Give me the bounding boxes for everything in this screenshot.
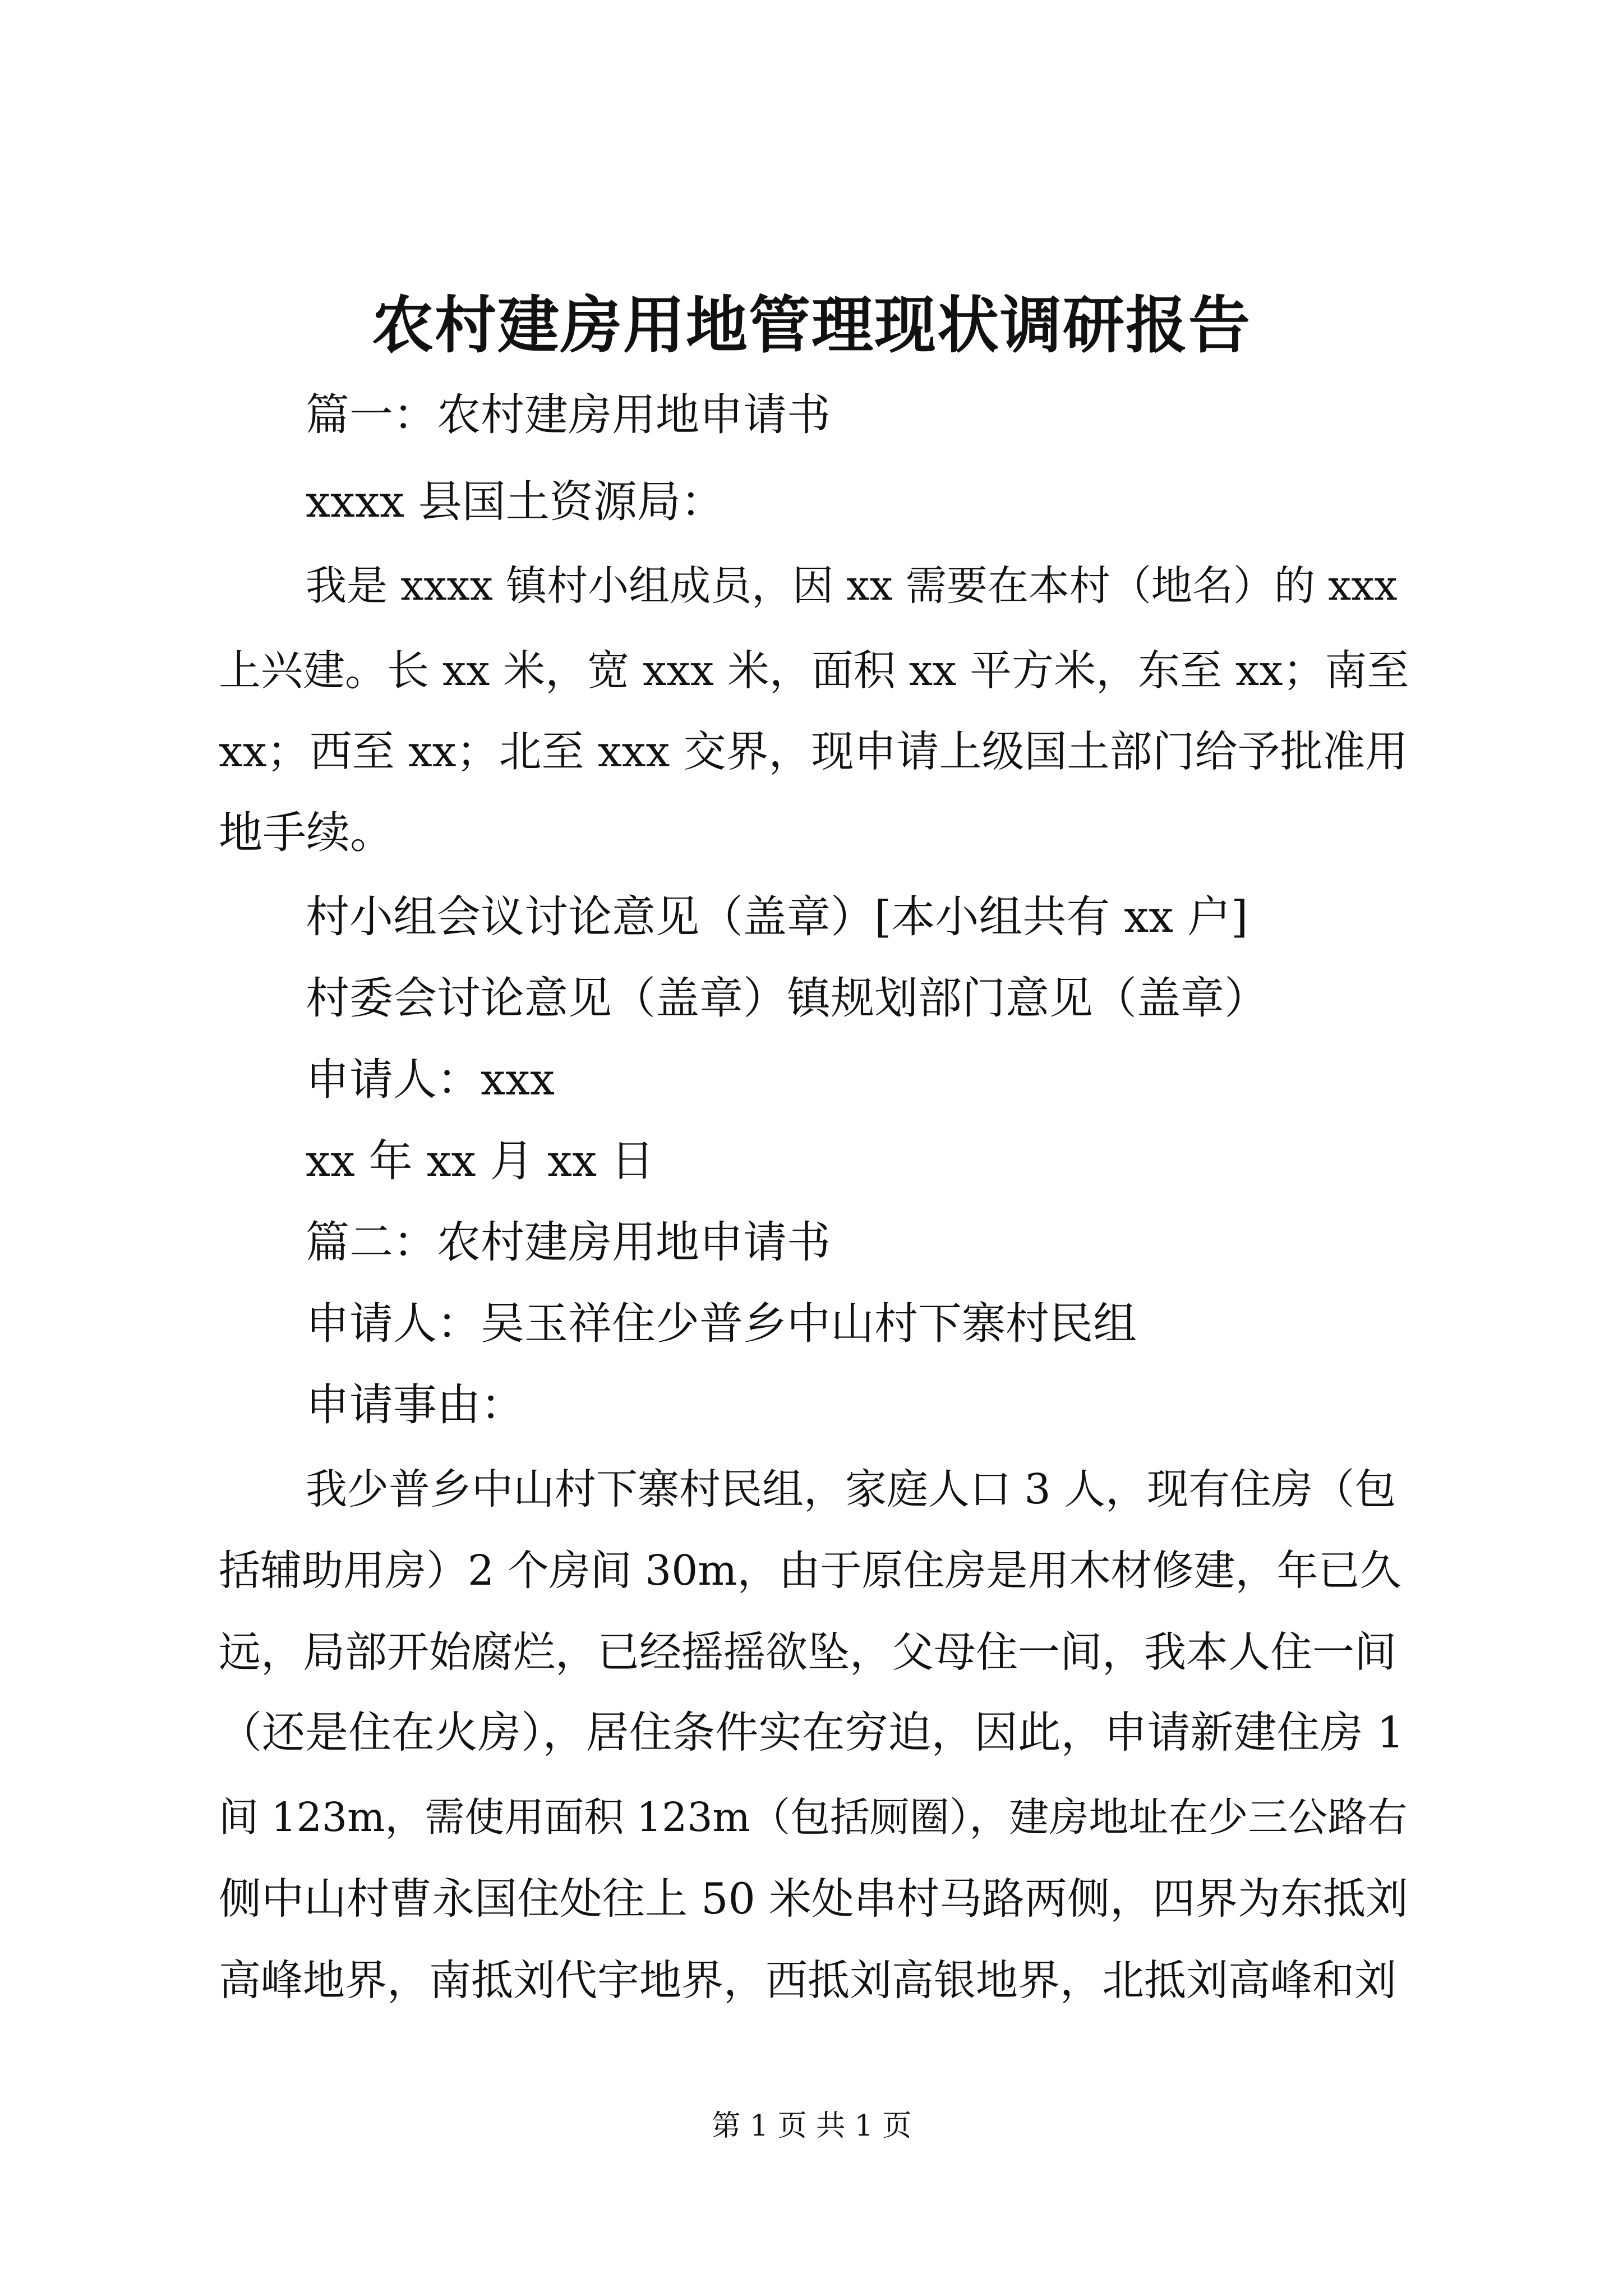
paragraph-line: （还是住在火房），居住条件实在穷迫，因此，申请新建住房 1 [219,1708,1404,1758]
applicant-line: 申请人：吴玉祥住少普乡中山村下寨村民组 [306,1299,1137,1349]
group-opinion-line: 村小组会议讨论意见（盖章）[本小组共有 xx 户] [306,892,1248,942]
date-line: xx 年 xx 月 xx 日 [306,1136,654,1186]
section-heading-2: 篇二：农村建房用地申请书 [306,1217,831,1268]
paragraph-line: 间 123m，需使用面积 123m（包括厕圈），建房地址在少三公路右 [219,1794,1408,1841]
paragraph-line: xx；西至 xx；北至 xxx 交界，现申请上级国土部门给予批准用 [219,726,1408,776]
paragraph-line: 远，局部开始腐烂，已经摇摇欲坠，父母住一间，我本人住一间 [219,1627,1397,1677]
paragraph-line: 高峰地界，南抵刘代宇地界，西抵刘高银地界，北抵刘高峰和刘 [219,1955,1397,2005]
paragraph-line: 我少普乡中山村下寨村民组，家庭人口 3 人，现有住房（包 [306,1465,1396,1513]
reason-label: 申请事由： [306,1380,525,1430]
paragraph-line: 地手续。 [219,808,394,858]
document-title: 农村建房用地管理现状调研报告 [372,289,1251,361]
paragraph-line: 括辅助用房）2 个房间 30m，由于原住房是用木材修建，年已久 [219,1547,1401,1595]
paragraph-line: 侧中山村曹永国住处往上 50 米处串村马路两侧，四界为东抵刘 [219,1874,1409,1924]
paragraph-line: 上兴建。长 xx 米，宽 xxx 米，面积 xx 平方米，东至 xx；南至 [219,646,1409,695]
section-heading-1: 篇一：农村建房用地申请书 [306,390,831,440]
addressee: xxxx 县国土资源局： [306,477,725,527]
page-footer: 第 1 页 共 1 页 [711,2109,912,2143]
paragraph-line: 我是 xxxx 镇村小组成员，因 xx 需要在本村（地名）的 xxx [306,562,1398,610]
committee-opinion-line: 村委会讨论意见（盖章）镇规划部门意见（盖章） [306,973,1269,1024]
applicant-line: 申请人：xxx [306,1055,555,1105]
